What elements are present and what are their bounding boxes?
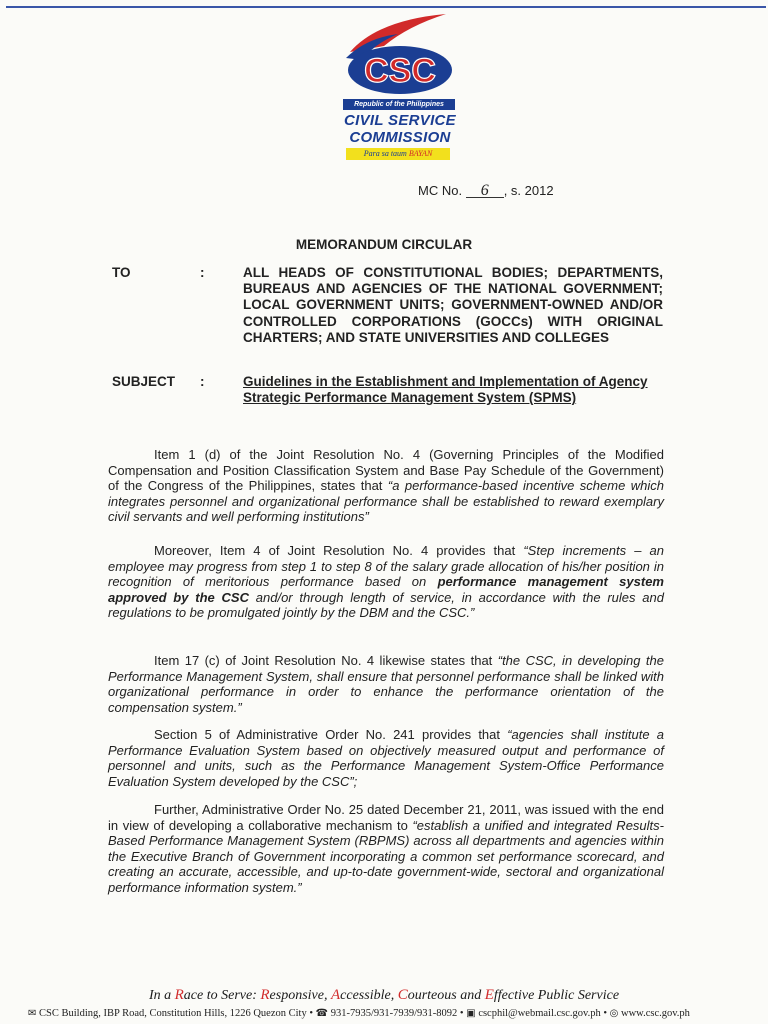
memo-heading: MEMORANDUM CIRCULAR [295,237,473,252]
phone-icon: ☎ [315,1008,329,1019]
mc-number: MC No. 6 , s. 2012 [418,182,554,199]
org-name-line1: CIVIL SERVICE [344,112,456,129]
org-name-line2: COMMISSION [349,129,451,146]
paragraph-4: Section 5 of Administrative Order No. 241 provides that “agencies shall institute a Performance Evaluation System based on objectively measured output and performance of personnel and units, such as the Performance Management System-Office Performance Evaluation System developed by the CSC”; [108,727,664,789]
republic-label: Republic of the Philippines [343,99,455,110]
envelope-icon: ✉ [28,1008,37,1019]
to-label: TO [112,265,131,280]
mc-number-handwritten: 6 [466,185,504,198]
footer-contact: ✉ CSC Building, IBP Road, Constitution Hills, 1226 Quezon City • ☎ 931-7935/931-7939/931-8092 • ▣ cscphil@webmail.csc.gov.ph • ◎ www.csc.gov.ph [28,1008,690,1019]
logo-tagline: Para sa taum BAYAN [346,148,450,160]
to-recipients: ALL HEADS OF CONSTITUTIONAL BODIES; DEPARTMENTS, BUREAUS AND AGENCIES OF THE NATIONAL GOVERNMENT; LOCAL GOVERNMENT UNITS; GOVERNMENT-OWNED AND/OR CONTROLLED CORPORATIONS (GOCCs) WITH ORIGINAL CHARTERS; AND STATE UNIVERSITIES AND COLLEGES [243,265,663,345]
subject-text: Guidelines in the Establishment and Implementation of Agency Strategic Performance Management System (SPMS) [243,374,648,405]
paragraph-3: Item 17 (c) of Joint Resolution No. 4 likewise states that “the CSC, in developing the Performance Management System, shall ensure that personnel performance shall be linked with organizational performance in order to enhance the performance orientation of the compensation system.” [108,653,665,715]
subject-colon: : [200,374,205,389]
subject-label: SUBJECT [112,374,176,389]
paragraph-2: Moreover, Item 4 of Joint Resolution No. 4 provides that “Step increments – an employee may progress from step 1 to step 8 of the salary grade allocation of his/her position in recognition of meritorious performance based on performance management system approved by the CSC and/or through length of service, in accordance with the rules and regulations to be promulgated jointly by the DBM and the CSC.” [108,543,664,621]
csc-emblem [338,12,462,98]
paragraph-5: Further, Administrative Order No. 25 dated December 21, 2011, was issued with the end in view of developing a collaborative mechanism to “establish a unified and integrated Results-Based Performance Management System (RBPMS) across all departments and agencies within the Executive Branch of Government incorporating a common set performance scorecard, and creating an accurate, accessible, and up-to-date government-wide, sectoral and organizational performance information system.” [108,802,664,895]
paragraph-1: Item 1 (d) of the Joint Resolution No. 4 (Governing Principles of the Modified Compensation and Position Classification System and Base Pay Schedule of the Government) of the Congress of the Philippines, states that “a performance-based incentive scheme which integrates personnel and organizational performance shall be established to reward exemplary civil servants and well performing institutions” [108,447,664,525]
to-colon: : [200,265,205,280]
computer-icon: ▣ [466,1008,476,1019]
globe-icon: ◎ [609,1008,619,1019]
top-border [6,6,766,8]
csc-logo [338,12,462,158]
csc-acronym: CSC [364,52,436,90]
footer-motto: In a Race to Serve: Responsive, Accessible, Courteous and Effective Public Service [148,987,620,1003]
